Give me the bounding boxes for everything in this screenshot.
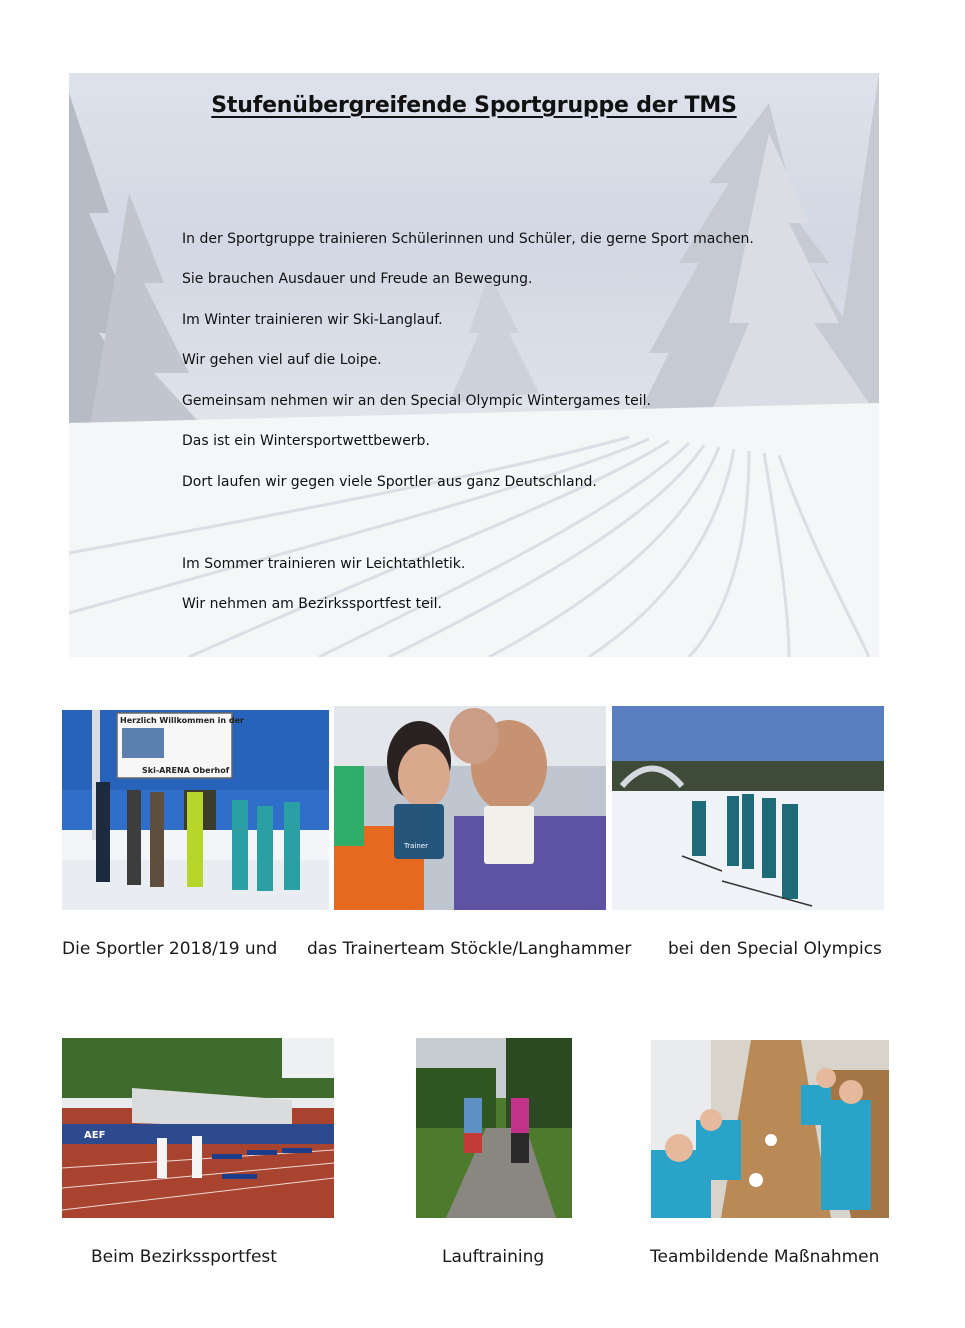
page-title: Stufenübergreifende Sportgruppe der TMS (211, 93, 737, 118)
caption-bezirkssportfest: Beim Bezirkssportfest (91, 1247, 277, 1267)
caption-lauftraining: Lauftraining (442, 1247, 545, 1267)
caption-special-olympics: bei den Special Olympics (668, 939, 882, 959)
photo-trainer-team (334, 706, 606, 910)
intro-line: Wir gehen viel auf die Loipe. (182, 352, 382, 368)
caption-trainerteam: das Trainerteam Stöckle/Langhammer (307, 939, 632, 959)
photo-ski-arena-group (62, 710, 329, 910)
sign-text: Herzlich Willkommen in der (120, 716, 244, 725)
intro-line: Sie brauchen Ausdauer und Freude an Bewegung. (182, 271, 533, 287)
intro-line: Gemeinsam nehmen wir an den Special Olympic Wintergames teil. (182, 393, 651, 409)
sign-text: Ski-ARENA Oberhof (142, 766, 230, 775)
banner-text: AEF (84, 1130, 106, 1141)
badge-text: Trainer (404, 842, 428, 850)
intro-line: Im Sommer trainieren wir Leichtathletik. (182, 556, 466, 572)
intro-line: Wir nehmen am Bezirkssportfest teil. (182, 596, 442, 612)
intro-line: Das ist ein Wintersportwettbewerb. (182, 433, 430, 449)
caption-teambildung: Teambildende Maßnahmen (650, 1247, 880, 1267)
hero-banner (69, 73, 879, 657)
photo-teambildung (651, 1040, 889, 1218)
intro-line: In der Sportgruppe trainieren Schülerinnen und Schüler, die gerne Sport machen. (182, 231, 754, 247)
photo-bezirkssportfest (62, 1038, 334, 1218)
caption-sportler: Die Sportler 2018/19 und (62, 939, 278, 959)
photo-special-olympics (612, 706, 884, 910)
intro-line: Dort laufen wir gegen viele Sportler aus ganz Deutschland. (182, 474, 597, 490)
photo-lauftraining (416, 1038, 572, 1218)
intro-line: Im Winter trainieren wir Ski-Langlauf. (182, 312, 443, 328)
